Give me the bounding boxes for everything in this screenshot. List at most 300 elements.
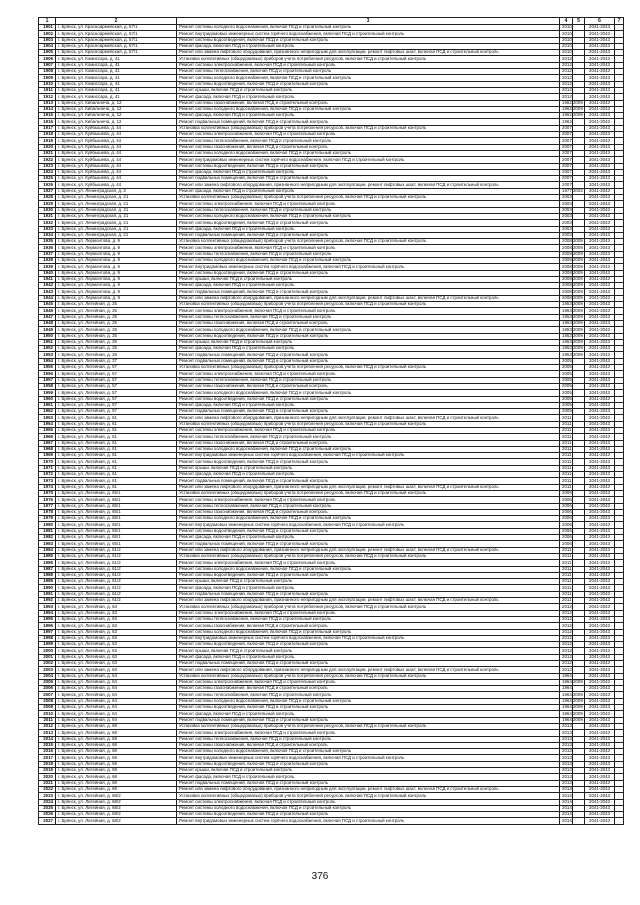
row-number-cell: 2019 xyxy=(39,768,56,774)
address-cell: г. Брянск, ул. Литейная, д. 65/1 xyxy=(56,516,177,522)
address-cell: г. Брянск, ул. Литейная, д. 61 xyxy=(56,446,177,452)
address-cell: г. Брянск, ул. Литейная, д. 64 xyxy=(56,692,177,698)
address-cell: г. Брянск, ул. Литейная, д. 63 xyxy=(56,604,177,610)
work-type-cell: Ремонт подвальных помещений, включая ПСД и строительный контроль xyxy=(177,591,560,597)
address-cell: г. Брянск, ул. Литейная, д. 68 xyxy=(56,786,177,792)
year-cell: 2011 xyxy=(560,434,573,440)
address-cell: г. Брянск, ул. Ленинградская, д. 3 xyxy=(56,188,177,194)
address-cell: г. Брянск, ул. Лермонтова, д. 9 xyxy=(56,257,177,263)
row-number-cell: 1904 xyxy=(39,43,56,49)
period-cell: 2041-2043 xyxy=(585,176,615,182)
work-type-cell: Ремонт подвальных помещений, включая ПСД и строительный контроль xyxy=(177,176,560,182)
address-cell: г. Брянск, ул. Литейная, д. 61/2 xyxy=(56,566,177,572)
period-cell: 2041-2043 xyxy=(585,232,615,238)
year-cell: 2014 xyxy=(560,812,573,818)
year-cell: 2008 2009 xyxy=(560,270,573,276)
period-cell: 2041-2043 xyxy=(585,75,615,81)
work-type-cell: Ремонт системы электроснабжения, включая ПСД и строительный контроль xyxy=(177,201,560,207)
row-number-cell: 1908 xyxy=(39,69,56,75)
year-cell: 1964 2009 xyxy=(560,705,573,711)
year-cell: 2003 xyxy=(560,220,573,226)
address-cell: г. Брянск, ул. Литейная, д. 64 xyxy=(56,698,177,704)
work-type-cell: Ремонт внутридомовых инженерных систем горячего водоснабжения, включая ПСД и строительный контроль xyxy=(177,818,560,824)
row-number-cell: 1967 xyxy=(39,440,56,446)
work-type-cell: Ремонт системы холодного водоснабжения, включая ПСД и строительный контроль xyxy=(177,75,560,81)
year-cell: 2013 xyxy=(560,780,573,786)
address-cell: г. Брянск, ул. Литейная, д. 25 xyxy=(56,302,177,308)
address-cell: г. Брянск, ул. Литейная, д. 63 xyxy=(56,660,177,666)
address-cell: г. Брянск, ул. Куйбышева, д. 44 xyxy=(56,169,177,175)
address-cell: г. Брянск, ул. Литейная, д. 61/2 xyxy=(56,591,177,597)
address-cell: г. Брянск, ул. Литейная, д. 68/2 xyxy=(56,799,177,805)
row-number-cell: 2008 xyxy=(39,698,56,704)
year-cell: 1962 2009 xyxy=(560,106,573,112)
work-type-cell: Ремонт системы газоснабжения, включая ПСД и строительный контроль xyxy=(177,440,560,446)
row-number-cell: 1936 xyxy=(39,245,56,251)
period-cell: 2041-2043 xyxy=(585,522,615,528)
work-type-cell: Установка коллективных (общедомовых) приборов учета потребления ресурсов, включая ПСД и строительный контроль xyxy=(177,302,560,308)
work-type-cell: Установка коллективных (общедомовых) приборов учета потребления ресурсов, включая ПСД и строительный контроль xyxy=(177,365,560,371)
row-number-cell: 1981 xyxy=(39,528,56,534)
row-number-cell: 1946 xyxy=(39,308,56,314)
row-number-cell: 1921 xyxy=(39,150,56,156)
row-number-cell: 1916 xyxy=(39,119,56,125)
address-cell: г. Брянск, ул. Литейная, д. 63 xyxy=(56,635,177,641)
address-cell: г. Брянск, ул. Литейная, д. 61/2 xyxy=(56,560,177,566)
row-number-cell: 1975 xyxy=(39,490,56,496)
year-cell: 2013 xyxy=(560,768,573,774)
work-type-cell: Ремонт или замена лифтового оборудования, признанного непригодным для эксплуатации, ремонт лифтовых шахт, включая ПСД и строительный контроль xyxy=(177,598,560,604)
work-type-cell: Ремонт подвальных помещений, включая ПСД и строительный контроль xyxy=(177,119,560,125)
period-cell: 2041-2043 xyxy=(585,195,615,201)
row-number-cell: 1949 xyxy=(39,327,56,333)
address-cell: г. Брянск, ул. Лермонтова, д. 9 xyxy=(56,270,177,276)
row-number-cell: 2000 xyxy=(39,648,56,654)
row-number-cell: 2018 xyxy=(39,761,56,767)
year-cell: 2006 xyxy=(560,509,573,515)
work-type-cell: Ремонт фасада, включая ПСД и строительный контроль xyxy=(177,402,560,408)
year-cell: 2005 xyxy=(560,371,573,377)
period-cell: 2041-2043 xyxy=(585,302,615,308)
period-cell: 2041-2043 xyxy=(585,528,615,534)
work-type-cell: Ремонт системы теплоснабжения, включая ПСД и строительный контроль xyxy=(177,503,560,509)
period-cell: 2041-2043 xyxy=(585,623,615,629)
work-type-cell: Ремонт или замена лифтового оборудования, признанного непригодным для эксплуатации, ремонт лифтовых шахт, включая ПСД и строительный контроль xyxy=(177,295,560,301)
year-cell: 2011 xyxy=(560,478,573,484)
row-number-cell: 1973 xyxy=(39,478,56,484)
year-cell: 2007 xyxy=(560,150,573,156)
period-cell: 2041-2043 xyxy=(585,793,615,799)
row-number-cell: 2013 xyxy=(39,730,56,736)
period-cell: 2041-2043 xyxy=(585,43,615,49)
address-cell: г. Брянск, ул. Ленинградская, д. 21 xyxy=(56,195,177,201)
year-cell: 2010 xyxy=(560,25,573,31)
row-number-cell: 1951 xyxy=(39,339,56,345)
work-type-cell: Ремонт подвальных помещений, включая ПСД и строительный контроль xyxy=(177,409,560,415)
year-cell: 1964 2009 xyxy=(560,692,573,698)
period-cell: 2041-2043 xyxy=(585,100,615,106)
period-cell: 2041-2043 xyxy=(585,749,615,755)
row-number-cell: 1996 xyxy=(39,623,56,629)
work-type-cell: Ремонт внутридомовых инженерных систем горячего водоснабжения, включая ПСД и строительный контроль xyxy=(177,635,560,641)
period-cell: 2041-2043 xyxy=(585,648,615,654)
address-cell: г. Брянск, ул. Красноармейская, д. 57/1 xyxy=(56,43,177,49)
row-number-cell: 2022 xyxy=(39,786,56,792)
year-cell: 2011 xyxy=(560,572,573,578)
work-type-cell: Ремонт фасада, включая ПСД и строительный контроль xyxy=(177,94,560,100)
year-cell: 1953 2009 xyxy=(560,352,573,358)
address-cell: г. Брянск, ул. Комиссара, д. 41 xyxy=(56,87,177,93)
year-cell: 2012 xyxy=(560,94,573,100)
address-cell: г. Брянск, ул. Литейная, д. 68 xyxy=(56,768,177,774)
row-number-cell: 1963 xyxy=(39,415,56,421)
period-cell: 2041-2043 xyxy=(585,308,615,314)
row-number-cell: 1972 xyxy=(39,472,56,478)
row-number-cell: 1969 xyxy=(39,453,56,459)
row-number-cell: 1925 xyxy=(39,176,56,182)
work-type-cell: Установка коллективных (общедомовых) приборов учета потребления ресурсов, включая ПСД и строительный контроль xyxy=(177,239,560,245)
year-cell: 2014 xyxy=(560,793,573,799)
address-cell: г. Брянск, ул. Лермонтова, д. 9 xyxy=(56,239,177,245)
row-number-cell: 2025 xyxy=(39,805,56,811)
period-cell: 2041-2043 xyxy=(585,692,615,698)
year-cell: 2008 2009 xyxy=(560,245,573,251)
row-number-cell: 1965 xyxy=(39,428,56,434)
work-type-cell: Ремонт системы холодного водоснабжения, включая ПСД и строительный контроль xyxy=(177,698,560,704)
row-number-cell: 1986 xyxy=(39,560,56,566)
address-cell: г. Брянск, ул. Литейная, д. 61 xyxy=(56,415,177,421)
year-cell: 2006 xyxy=(560,503,573,509)
period-cell: 2041-2043 xyxy=(585,50,615,56)
row-number-cell: 1917 xyxy=(39,125,56,131)
year-cell: 1962 2009 xyxy=(560,113,573,119)
period-cell: 2041-2043 xyxy=(585,251,615,257)
period-cell: 2041-2043 xyxy=(585,320,615,326)
year-cell: 2011 xyxy=(560,547,573,553)
address-cell: г. Брянск, ул. Литейная, д. 57 xyxy=(56,377,177,383)
row-number-cell: 1997 xyxy=(39,629,56,635)
period-cell: 2041-2043 xyxy=(585,56,615,62)
row-number-cell: 1944 xyxy=(39,295,56,301)
work-type-cell: Ремонт или замена лифтового оборудования, признанного непригодным для эксплуатации, ремонт лифтовых шахт, включая ПСД и строительный контроль xyxy=(177,667,560,673)
column-number-1: 1 xyxy=(39,18,56,25)
work-type-cell: Ремонт или замена лифтового оборудования, признанного непригодным для эксплуатации, ремонт лифтовых шахт, включая ПСД и строительный контроль xyxy=(177,786,560,792)
row-number-cell: 1932 xyxy=(39,220,56,226)
address-cell: г. Брянск, ул. Литейная, д. 61 xyxy=(56,434,177,440)
year-cell: 2008 2009 xyxy=(560,289,573,295)
period-cell: 2041-2043 xyxy=(585,245,615,251)
year-cell: 2007 xyxy=(560,138,573,144)
row-number-cell: 1934 xyxy=(39,232,56,238)
address-cell: г. Брянск, ул. Ленинградская, д. 21 xyxy=(56,220,177,226)
address-cell: г. Брянск, ул. Литейная, д. 65/1 xyxy=(56,503,177,509)
address-cell: г. Брянск, ул. Литейная, д. 63 xyxy=(56,610,177,616)
address-cell: г. Брянск, ул. Комиссара, д. 41 xyxy=(56,56,177,62)
work-type-cell: Ремонт системы электроснабжения, включая ПСД и строительный контроль xyxy=(177,62,560,68)
work-type-cell: Ремонт внутридомовых инженерных систем горячего водоснабжения, включая ПСД и строительный контроль xyxy=(177,522,560,528)
row-number-cell: 1927 xyxy=(39,188,56,194)
work-type-cell: Ремонт системы теплоснабжения, включая ПСД и строительный контроль xyxy=(177,434,560,440)
work-type-cell: Ремонт фасада, включая ПСД и строительный контроль xyxy=(177,226,560,232)
work-type-cell: Ремонт системы водоотведения, включая ПСД и строительный контроль xyxy=(177,220,560,226)
year-cell: 1953 2009 xyxy=(560,314,573,320)
work-type-cell: Ремонт системы водоотведения, включая ПСД и строительный контроль xyxy=(177,396,560,402)
period-cell: 2041-2043 xyxy=(585,428,615,434)
period-cell: 2041-2043 xyxy=(585,799,615,805)
period-cell: 2041-2043 xyxy=(585,736,615,742)
period-cell: 2041-2043 xyxy=(585,660,615,666)
address-cell: г. Брянск, ул. Кибальчича, д. 12 xyxy=(56,113,177,119)
year-cell: 2007 xyxy=(560,125,573,131)
address-cell: г. Брянск, ул. Литейная, д. 25 xyxy=(56,346,177,352)
year-cell: 1953 2009 xyxy=(560,302,573,308)
row-number-cell: 2004 xyxy=(39,673,56,679)
work-type-cell: Ремонт фасада, включая ПСД и строительный контроль xyxy=(177,283,560,289)
work-type-cell: Ремонт системы холодного водоснабжения, включая ПСД и строительный контроль xyxy=(177,629,560,635)
work-type-cell: Ремонт или замена лифтового оборудования, признанного непригодным для эксплуатации, ремонт лифтовых шахт, включая ПСД и строительный контроль xyxy=(177,182,560,188)
work-type-cell: Ремонт системы газоснабжения, включая ПСД и строительный контроль xyxy=(177,320,560,326)
period-cell: 2041-2043 xyxy=(585,188,615,194)
year-cell: 2011 xyxy=(560,421,573,427)
row-number-cell: 1990 xyxy=(39,585,56,591)
work-type-cell: Ремонт фасада, включая ПСД и строительный контроль xyxy=(177,472,560,478)
work-type-cell: Ремонт системы электроснабжения, включая ПСД и строительный контроль xyxy=(177,730,560,736)
address-cell: г. Брянск, ул. Литейная, д. 25 xyxy=(56,339,177,345)
period-cell: 2041-2043 xyxy=(585,503,615,509)
work-type-cell: Ремонт системы газоснабжения, включая ПСД и строительный контроль xyxy=(177,509,560,515)
year-cell: 2010 xyxy=(560,31,573,37)
period-cell: 2041-2043 xyxy=(585,264,615,270)
period-cell: 2041-2043 xyxy=(585,604,615,610)
work-type-cell: Ремонт внутридомовых инженерных систем горячего водоснабжения, включая ПСД и строительный контроль xyxy=(177,264,560,270)
work-type-cell: Ремонт системы электроснабжения, включая ПСД и строительный контроль xyxy=(177,560,560,566)
row-number-cell: 1960 xyxy=(39,396,56,402)
year-cell: 1964 2009 xyxy=(560,717,573,723)
year-cell: 2008 2009 xyxy=(560,276,573,282)
work-type-cell: Установка коллективных (общедомовых) приборов учета потребления ресурсов, включая ПСД и строительный контроль xyxy=(177,125,560,131)
year-cell: 1964 2009 xyxy=(560,698,573,704)
period-cell: 2041-2043 xyxy=(585,157,615,163)
row-number-cell: 1948 xyxy=(39,320,56,326)
period-cell: 2041-2043 xyxy=(585,346,615,352)
period-cell: 2041-2043 xyxy=(585,742,615,748)
address-cell: г. Брянск, ул. Литейная, д. 64 xyxy=(56,686,177,692)
address-cell: г. Брянск, ул. Литейная, д. 68 xyxy=(56,774,177,780)
address-cell: г. Брянск, ул. Красноармейская, д. 57/1 xyxy=(56,37,177,43)
row-number-cell: 1978 xyxy=(39,509,56,515)
row-number-cell: 2026 xyxy=(39,812,56,818)
work-type-cell: Ремонт системы газоснабжения, включая ПСД и строительный контроль xyxy=(177,144,560,150)
year-cell: 2006 xyxy=(560,522,573,528)
works-table-sheet xyxy=(38,17,623,825)
address-cell: г. Брянск, ул. Куйбышева, д. 44 xyxy=(56,157,177,163)
period-cell: 2041-2043 xyxy=(585,667,615,673)
year-cell: 2011 xyxy=(560,484,573,490)
year-cell: 2011 xyxy=(560,465,573,471)
address-cell: г. Брянск, ул. Куйбышева, д. 44 xyxy=(56,144,177,150)
row-number-cell: 1984 xyxy=(39,547,56,553)
row-number-cell: 1980 xyxy=(39,522,56,528)
address-cell: г. Брянск, ул. Литейная, д. 61 xyxy=(56,459,177,465)
page-number: 376 xyxy=(311,871,329,882)
row-number-cell: 2021 xyxy=(39,780,56,786)
year-cell: 2014 xyxy=(560,799,573,805)
period-cell: 2041-2043 xyxy=(585,490,615,496)
year-cell: 2007 xyxy=(560,157,573,163)
row-number-cell: 1933 xyxy=(39,226,56,232)
address-cell: г. Брянск, ул. Куйбышева, д. 44 xyxy=(56,176,177,182)
address-cell: г. Брянск, ул. Литейная, д. 61 xyxy=(56,440,177,446)
year-cell: 2006 xyxy=(560,535,573,541)
address-cell: г. Брянск, ул. Литейная, д. 57 xyxy=(56,409,177,415)
period-cell: 2041-2043 xyxy=(585,679,615,685)
address-cell: г. Брянск, ул. Куйбышева, д. 44 xyxy=(56,138,177,144)
address-cell: г. Брянск, ул. Литейная, д. 63 xyxy=(56,667,177,673)
period-cell: 2041-2043 xyxy=(585,87,615,93)
period-cell: 2041-2043 xyxy=(585,774,615,780)
work-type-cell: Установка коллективных (общедомовых) приборов учета потребления ресурсов, включая ПСД и строительный контроль xyxy=(177,195,560,201)
row-number-cell: 1993 xyxy=(39,604,56,610)
period-cell: 2041-2043 xyxy=(585,415,615,421)
year-cell: 2005 xyxy=(560,365,573,371)
row-number-cell: 1913 xyxy=(39,100,56,106)
year-cell: 2011 xyxy=(560,472,573,478)
address-cell: г. Брянск, ул. Литейная, д. 65/1 xyxy=(56,541,177,547)
work-type-cell: Ремонт фасада, включая ПСД и строительный контроль xyxy=(177,774,560,780)
period-cell: 2041-2043 xyxy=(585,289,615,295)
address-cell: г. Брянск, ул. Лермонтова, д. 9 xyxy=(56,276,177,282)
row-number-cell: 1998 xyxy=(39,635,56,641)
period-cell: 2041-2043 xyxy=(585,333,615,339)
row-number-cell: 1928 xyxy=(39,195,56,201)
address-cell: г. Брянск, ул. Комиссара, д. 41 xyxy=(56,75,177,81)
row-number-cell: 1940 xyxy=(39,270,56,276)
row-number-cell: 1977 xyxy=(39,503,56,509)
work-type-cell: Ремонт или замена лифтового оборудования, признанного непригодным для эксплуатации, ремонт лифтовых шахт, включая ПСД и строительный контроль xyxy=(177,484,560,490)
work-type-cell: Ремонт системы электроснабжения, включая ПСД и строительный контроль xyxy=(177,245,560,251)
row-number-cell: 1937 xyxy=(39,251,56,257)
year-cell: 2005 xyxy=(560,358,573,364)
row-number-cell: 1914 xyxy=(39,106,56,112)
year-cell: 2012 xyxy=(560,642,573,648)
period-cell: 2041-2043 xyxy=(585,81,615,87)
work-type-cell: Ремонт крыши, включая ПСД и строительный контроль xyxy=(177,648,560,654)
address-cell: г. Брянск, ул. Литейная, д. 68/2 xyxy=(56,812,177,818)
empty-cell xyxy=(573,818,585,824)
work-type-cell: Установка коллективных (общедомовых) приборов учета потребления ресурсов, включая ПСД и строительный контроль xyxy=(177,553,560,559)
period-cell: 2041-2043 xyxy=(585,62,615,68)
address-cell: г. Брянск, ул. Литейная, д. 25 xyxy=(56,327,177,333)
work-type-cell: Ремонт фасада, включая ПСД и строительный контроль xyxy=(177,535,560,541)
work-type-cell: Установка коллективных (общедомовых) приборов учета потребления ресурсов, включая ПСД и строительный контроль xyxy=(177,604,560,610)
address-cell: г. Брянск, ул. Литейная, д. 65/1 xyxy=(56,490,177,496)
address-cell: г. Брянск, ул. Куйбышева, д. 44 xyxy=(56,163,177,169)
period-cell: 2041-2043 xyxy=(585,818,615,824)
row-number-cell: 2014 xyxy=(39,736,56,742)
address-cell: г. Брянск, ул. Литейная, д. 63 xyxy=(56,648,177,654)
period-cell: 2041-2043 xyxy=(585,339,615,345)
row-number-cell: 1918 xyxy=(39,132,56,138)
address-cell: г. Брянск, ул. Ленинградская, д. 21 xyxy=(56,213,177,219)
row-number-cell: 1991 xyxy=(39,591,56,597)
address-cell: г. Брянск, ул. Литейная, д. 64 xyxy=(56,705,177,711)
row-number-cell: 1976 xyxy=(39,497,56,503)
row-number-cell: 1970 xyxy=(39,459,56,465)
work-type-cell: Ремонт крыши, включая ПСД и строительный контроль xyxy=(177,339,560,345)
address-cell: г. Брянск, ул. Ленинградская, д. 21 xyxy=(56,232,177,238)
work-type-cell: Ремонт системы холодного водоснабжения, включая ПСД и строительный контроль xyxy=(177,566,560,572)
row-number-cell: 2001 xyxy=(39,654,56,660)
period-cell: 2041-2043 xyxy=(585,572,615,578)
work-type-cell: Ремонт системы холодного водоснабжения, включая ПСД и строительный контроль xyxy=(177,805,560,811)
period-cell: 2041-2043 xyxy=(585,409,615,415)
address-cell: г. Брянск, ул. Ленинградская, д. 21 xyxy=(56,201,177,207)
address-cell: г. Брянск, ул. Литейная, д. 57 xyxy=(56,396,177,402)
work-type-cell: Ремонт системы электроснабжения, включая ПСД и строительный контроль xyxy=(177,428,560,434)
row-number-cell: 1953 xyxy=(39,352,56,358)
work-type-cell: Ремонт подвальных помещений, включая ПСД и строительный контроль xyxy=(177,541,560,547)
work-type-cell: Установка коллективных (общедомовых) приборов учета потребления ресурсов, включая ПСД и строительный контроль xyxy=(177,490,560,496)
period-cell: 2041-2043 xyxy=(585,239,615,245)
address-cell: г. Брянск, ул. Литейная, д. 61 xyxy=(56,484,177,490)
period-cell: 2041-2043 xyxy=(585,705,615,711)
work-type-cell: Ремонт фасада, включая ПСД и строительный контроль xyxy=(177,113,560,119)
year-cell: 2011 xyxy=(560,428,573,434)
year-cell: 1964 xyxy=(560,673,573,679)
address-cell: г. Брянск, ул. Литейная, д. 25 xyxy=(56,352,177,358)
row-number-cell: 1941 xyxy=(39,276,56,282)
address-cell: г. Брянск, ул. Литейная, д. 61 xyxy=(56,478,177,484)
row-number-cell: 2024 xyxy=(39,799,56,805)
address-cell: г. Брянск, ул. Литейная, д. 61/2 xyxy=(56,585,177,591)
year-cell: 2003 xyxy=(560,201,573,207)
address-cell: г. Брянск, ул. Литейная, д. 61 xyxy=(56,465,177,471)
year-cell: 2010 xyxy=(560,37,573,43)
row-number-cell: 1919 xyxy=(39,138,56,144)
work-type-cell: Ремонт системы холодного водоснабжения, включая ПСД и строительный контроль xyxy=(177,390,560,396)
work-type-cell: Ремонт подвальных помещений, включая ПСД и строительный контроль xyxy=(177,352,560,358)
work-type-cell: Ремонт подвальных помещений, включая ПСД и строительный контроль xyxy=(177,289,560,295)
address-cell: г. Брянск, ул. Литейная, д. 68 xyxy=(56,723,177,729)
work-type-cell: Ремонт подвальных помещений, включая ПСД и строительный контроль xyxy=(177,232,560,238)
year-cell: 2003 xyxy=(560,207,573,213)
row-number-cell: 2007 xyxy=(39,692,56,698)
address-cell: г. Брянск, ул. Литейная, д. 57 xyxy=(56,390,177,396)
row-number-cell: 1905 xyxy=(39,50,56,56)
address-cell: г. Брянск, ул. Кибальчича, д. 12 xyxy=(56,106,177,112)
address-cell: г. Брянск, ул. Лермонтова, д. 9 xyxy=(56,283,177,289)
row-number-cell: 1983 xyxy=(39,541,56,547)
address-cell: г. Брянск, ул. Красноармейская, д. 57/1 xyxy=(56,25,177,31)
period-cell: 2041-2043 xyxy=(585,541,615,547)
year-cell: 2011 xyxy=(560,579,573,585)
work-type-cell: Ремонт крыши, включая ПСД и строительный контроль xyxy=(177,465,560,471)
year-cell: 1964 xyxy=(560,686,573,692)
work-type-cell: Ремонт системы холодного водоснабжения, включая ПСД и строительный контроль xyxy=(177,213,560,219)
year-cell: 2007 xyxy=(560,132,573,138)
address-cell: г. Брянск, ул. Литейная, д. 65/1 xyxy=(56,522,177,528)
year-cell: 2010 xyxy=(560,50,573,56)
work-type-cell: Ремонт или замена лифтового оборудования, признанного непригодным для эксплуатации, ремонт лифтовых шахт, включая ПСД и строительный контроль xyxy=(177,547,560,553)
period-cell: 2041-2043 xyxy=(585,132,615,138)
period-cell: 2041-2043 xyxy=(585,465,615,471)
address-cell: г. Брянск, ул. Кибальчича, д. 12 xyxy=(56,100,177,106)
address-cell: г. Брянск, ул. Литейная, д. 37 xyxy=(56,358,177,364)
period-cell: 2041-2043 xyxy=(585,686,615,692)
row-number-cell: 1988 xyxy=(39,572,56,578)
address-cell: г. Брянск, ул. Литейная, д. 64 xyxy=(56,717,177,723)
work-type-cell: Ремонт системы теплоснабжения, включая ПСД и строительный контроль xyxy=(177,314,560,320)
